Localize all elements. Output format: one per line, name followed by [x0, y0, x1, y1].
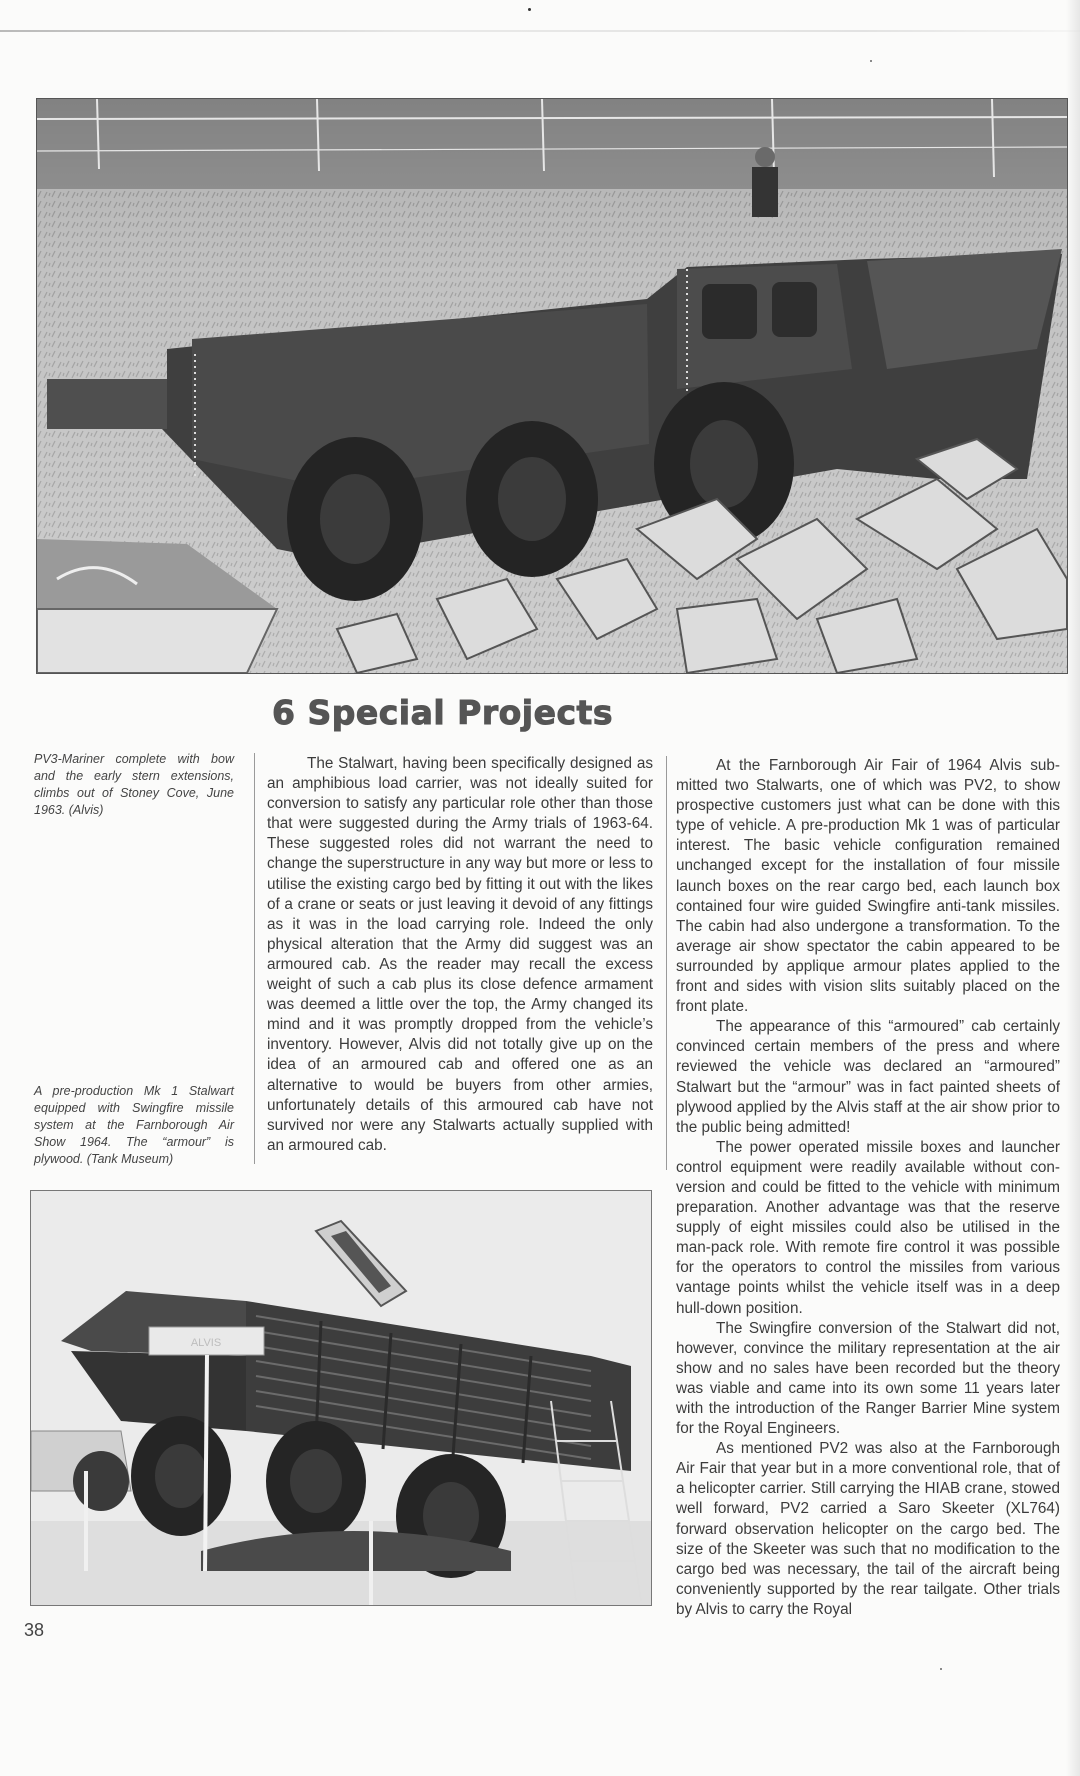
photo-pv3-mariner-image — [37, 99, 1067, 673]
column-divider-left — [254, 753, 255, 1164]
paragraph: The power operated missile boxes and launcher control equipment were readily available without conversion and could be fitted to the vehicle with minimum preparation. Another advantage was that the reserve supply of eight missiles could also be utilised in the man-pack role. With remote fire control it was possible for the operators to control the missiles from various vantage points whilst the vehicle itself was in a deep hull-down position. — [676, 1138, 1060, 1317]
paragraph: The Stalwart, having been specifically designed as an amphibious load carrier, was not ideally suited for conversion to satisfy any particular role other than those that were suggested during the Army trials of 1963-64. These suggested roles did not warrant the need to change the superstructure in any way but more or less to utilise the existing cargo bed by fitting it out with the likes of a crane or seats or just leaving it devoid of any fittings as it was in the load carrying role. Indeed the only physical alteration that the Army did suggest was an armoured cab. As the reader may recall the excess weight of such a cab plus its close defence armament was deemed a little over the top, the Army changed its mind and it was promptly dropped from the vehicle’s inventory. However, Alvis did not totally give up on the idea of an armoured cab and offered one as an alternative to would be buyers from other armies, unfortunately details of this armoured cab have not survived nor were any Stalwarts actually supplied with an armoured cab. — [267, 755, 653, 1154]
figure-caption-swingfire-stalwart: A pre-production Mk 1 Stalwart equipped with Swingfire missile system at the Farnborough Air Show 1964. The “armour” is plywood. (Tank Museum) — [34, 1084, 234, 1166]
scan-speck — [528, 8, 531, 11]
paragraph: As mentioned PV2 was also at the Farnborough Air Fair that year but in a more conventional role, that of a helicopter carrier. Still carrying the HIAB crane, stowed well forward, PV2 carried a Saro Skeeter (XL764) forward observation helicopter on the cargo bed. The size of the Skeeter was such that no modification to the cargo bed was necessary, the tail of the aircraft being conveniently supported by the rear tailgate. Other trials by Alvis to carry the Royal — [676, 1440, 1060, 1618]
photo-swingfire-stalwart-image — [31, 1191, 651, 1605]
scan-speck — [870, 60, 872, 62]
scan-edge-right — [1066, 0, 1080, 1776]
person-on-vehicle — [752, 147, 778, 217]
scan-edge-top — [0, 30, 1080, 32]
body-column-right — [676, 756, 1060, 1620]
body-column-middle — [267, 754, 653, 1156]
photo-pv3-mariner — [36, 98, 1068, 674]
column-divider-middle — [666, 756, 667, 1170]
chapter-title: 6 Special Projects — [272, 693, 613, 732]
paragraph: The Swingfire conversion of the Stalwart did not, however, convince the military representation at the air show and no sales have been recorded but the theory was viable and came into its own some 11 years later with the introduction of the Ranger Barrier Mine system for the Royal Engineers. — [676, 1319, 1060, 1438]
paragraph: At the Farnborough Air Fair of 1964 Alvis submitted two Stalwarts, one of which was PV2, to show prospective customers just what can be done with this type of vehicle. A pre-production Mk 1 was of particular interest. The basic vehicle configuration remained unchanged except for the installation of four missile launch boxes on the rear cargo bed, each launch box contained four wire guided Swingfire anti-tank missiles. The cabin had also undergone a transformation. To the average air show spectator the cabin appeared to be surrounded by applique armour plates applied to the front and sides with vision slits suitably placed on the front plate. — [676, 757, 1060, 1016]
page-number: 38 — [24, 1620, 45, 1640]
paragraph: The appearance of this “armoured” cab certainly convinced certain members of the press and where reviewed the vehicle was declared an “armoured” Stalwart but the “armour” was in fact painted sheets of plywood applied by the Alvis staff at the air show prior to the public being admitted! — [676, 1018, 1060, 1136]
scan-speck — [940, 1668, 942, 1670]
photo-swingfire-stalwart — [30, 1190, 652, 1606]
alvis-sign-text: ALVIS — [190, 1337, 222, 1349]
tree-line — [37, 99, 1067, 189]
figure-caption-pv3-mariner: PV3-Mariner complete with bow and the early stern extensions, climbs out of Stoney Cove, June 1963. (Alvis) — [34, 752, 234, 817]
